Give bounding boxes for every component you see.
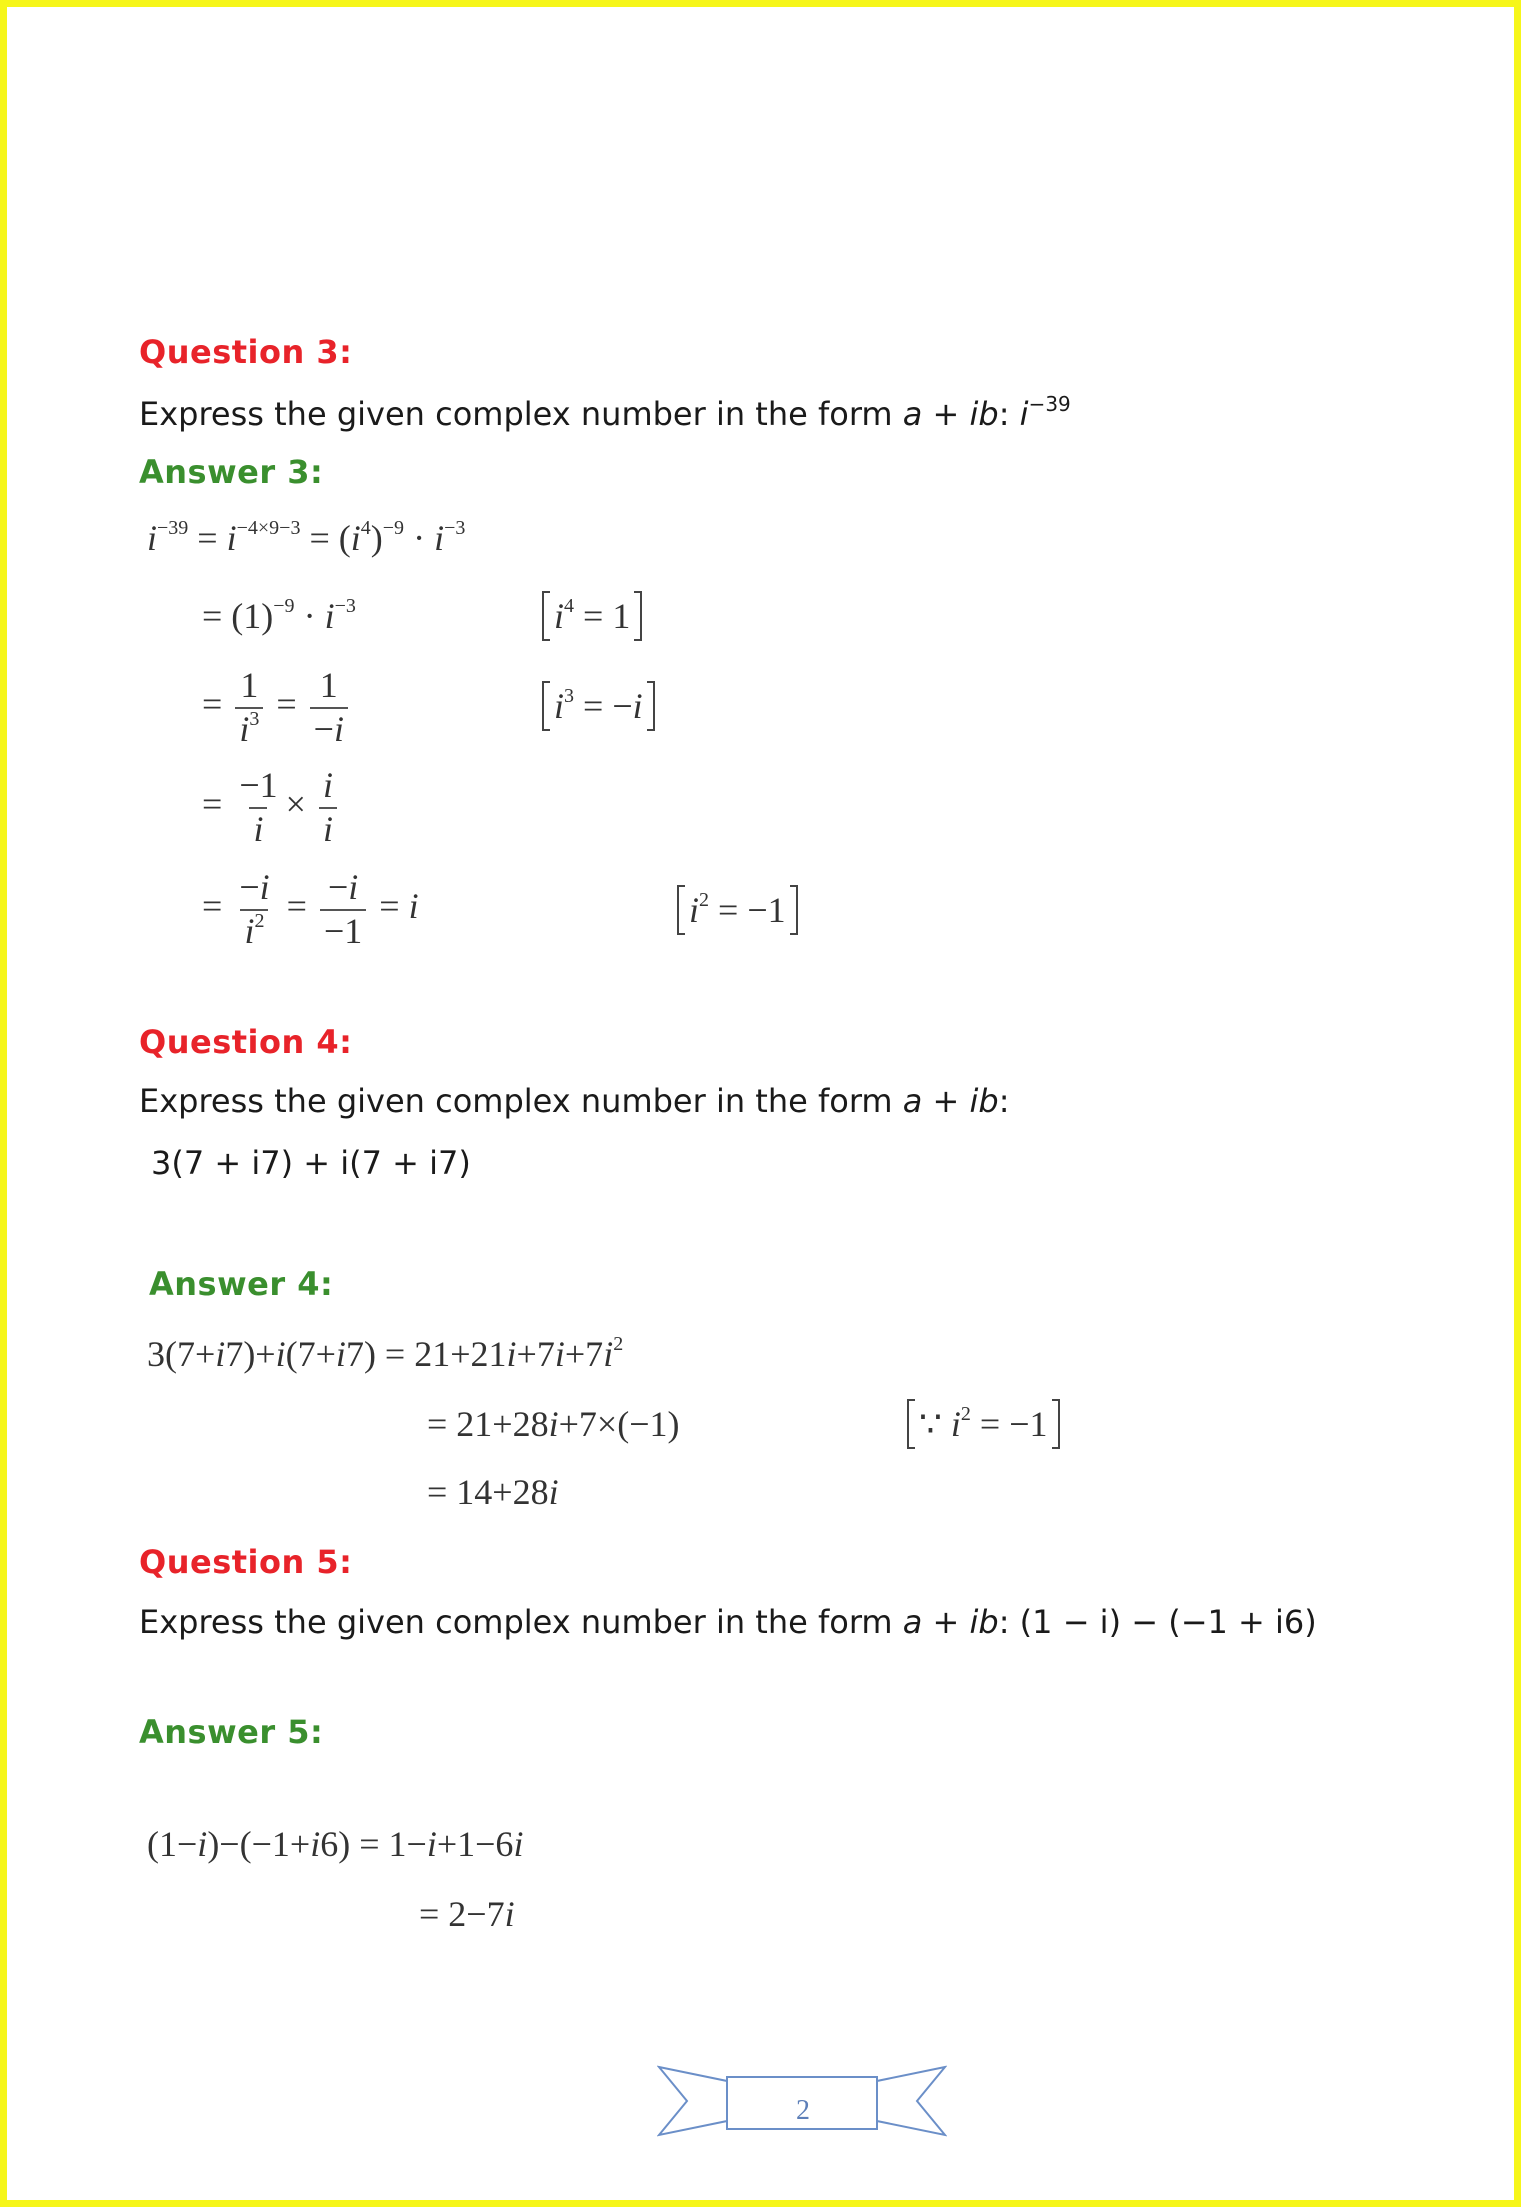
question-5-colon: : (998, 1603, 1010, 1641)
page-number: 2 (796, 2095, 810, 2126)
question-5-plus: + (932, 1603, 960, 1641)
question-3-plus: + (932, 395, 960, 433)
question-5-a: a (902, 1603, 923, 1641)
question-3-term: i (1019, 395, 1029, 433)
answer-3-heading: Answer 3: (139, 453, 324, 491)
answer-3-line-4: = $\frac{-1}{i}$ × $\frac{i}{i}$ (202, 767, 341, 849)
answer-3-line-5: = $\frac{-i}{i^2}$ = $\frac{-i}{-1}$ = i (202, 867, 419, 951)
answer-5-line-1: (1−i)−(−1+i6) = 1−i+1−6i (147, 1824, 524, 1864)
answer-4-note: ∵ $i^2 = -1$ (907, 1401, 1060, 1447)
question-3-text (139, 392, 1071, 433)
answer-5-heading: Answer 5: (139, 1713, 324, 1751)
answer-3-note-1: $i^4 = 1$ (542, 593, 642, 639)
question-3-prompt: Express the given complex number in the form (139, 395, 893, 433)
question-3-ib: ib (969, 395, 999, 433)
question-4-expression: 3(7 + i7) + i(7 + i7) (151, 1144, 471, 1182)
question-4-prompt: Express the given complex number in the form (139, 1082, 893, 1120)
answer-4-line-3: = 14+28i (427, 1472, 559, 1512)
question-3-a: a (902, 395, 923, 433)
answer-3-note-3: $i^2 = -1$ (677, 887, 798, 933)
answer-3-line-2: = $(1)^{-9} \cdot i^{-3}$ (202, 595, 356, 636)
question-3-colon: : (998, 395, 1010, 433)
question-5-heading: Question 5: (139, 1543, 353, 1581)
question-5-ib: ib (969, 1603, 999, 1641)
question-5-expression: (1 − i) − (−1 + i6) (1019, 1603, 1317, 1641)
question-4-heading: Question 4: (139, 1023, 353, 1061)
answer-5-line-2: = 2−7i (419, 1894, 515, 1934)
question-4-colon: : (998, 1082, 1010, 1120)
answer-4-line-1: $3(7+i7)+i(7+i7) = 21+21i+7i+7i^2$ (147, 1333, 624, 1374)
question-3-term-exponent: −39 (1028, 392, 1071, 416)
answer-4-heading: Answer 4: (149, 1265, 334, 1303)
question-4-text (139, 1082, 1010, 1120)
question-4-ib: ib (969, 1082, 999, 1120)
question-5-prompt: Express the given complex number in the form (139, 1603, 893, 1641)
question-4-plus: + (932, 1082, 960, 1120)
question-5-text (139, 1603, 1317, 1641)
question-3-heading: Question 3: (139, 333, 353, 371)
answer-3-line-1: $i^{-39} = i^{-4\times 9-3} = (i^4)^{-9} \cdot i^{-3}$ (147, 517, 466, 558)
answer-3-line-3: = $\frac{1}{i^3}$ = $\frac{1}{-i}$ (202, 667, 352, 749)
answer-4-line-2: = 21+28i+7×(−1) (427, 1404, 680, 1444)
answer-3-note-2: $i^3 = -i$ (542, 683, 655, 729)
question-4-a: a (902, 1082, 923, 1120)
